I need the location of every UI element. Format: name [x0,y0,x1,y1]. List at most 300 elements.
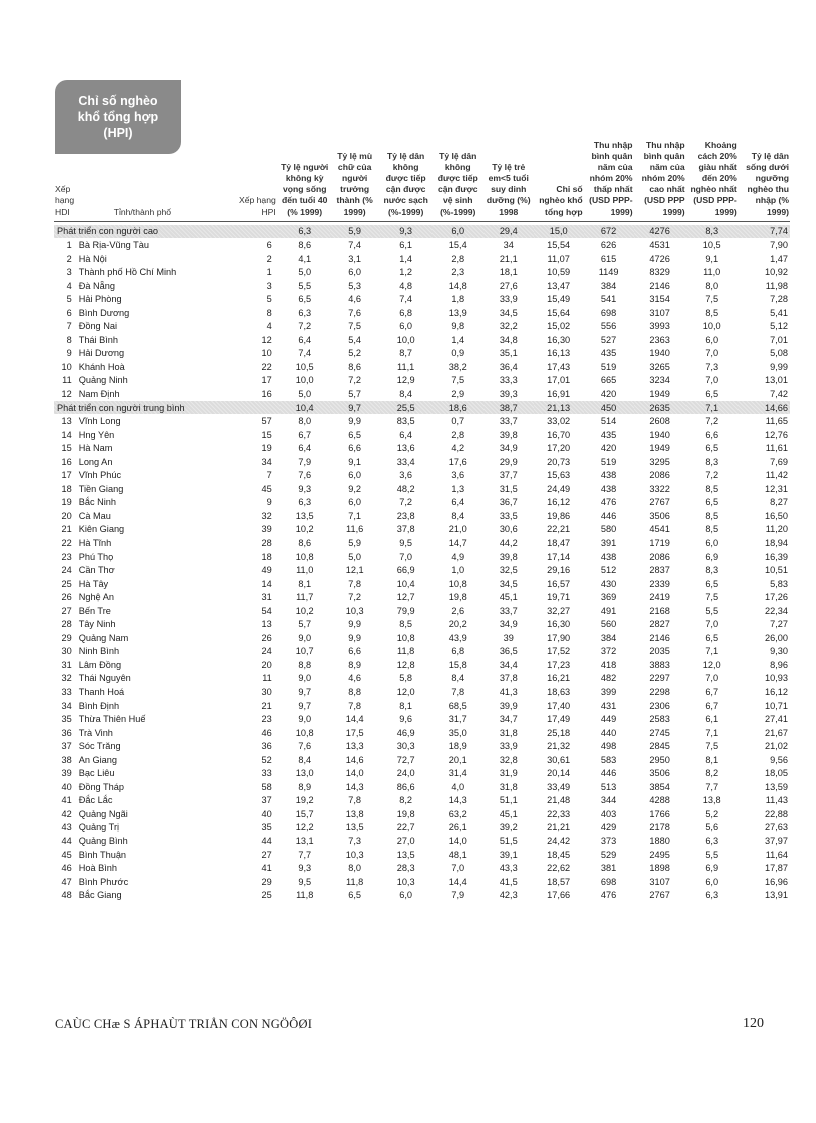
cell-value: 8,27 [770,497,788,508]
cell-value: 17,23 [547,659,571,670]
header-province: Tỉnh/thành phố [113,206,172,217]
cell-value: 8,6 [298,538,312,548]
cell-value: 10,3 [345,605,364,616]
group-value: 10,4 [280,401,330,415]
cell-value: 6,6 [348,443,362,454]
cell-hdi-rank: 5 [66,294,72,305]
table-row [54,387,790,401]
header-illiteracy: Tỷ lệ mù chữ của người trưởng thành (% 1999) [336,151,373,217]
cell-value: 12,76 [765,429,788,440]
cell-value: 31,8 [499,781,518,792]
cell-value: 15,4 [448,239,467,250]
cell-value: 2837 [649,565,670,576]
cell-value: 6,8 [451,646,465,657]
cell-hpi-rank: 15 [261,429,272,440]
cell-value: 6,7 [705,687,719,698]
cell-value: 12,9 [396,375,415,386]
table-row [54,699,790,713]
cell-value: 10,92 [765,267,788,278]
group-value: 15,0 [534,225,584,239]
cell-value: 6,6 [705,429,719,440]
cell-value: 372 [600,646,617,657]
group-value: 9,3 [380,225,432,239]
cell-value: 7,69 [770,456,788,467]
cell-province: Vĩnh Long [78,416,121,427]
cell-value: 8,6 [348,361,362,372]
table-row [54,509,790,523]
cell-value: 3107 [649,876,670,887]
cell-hpi-rank: 33 [261,768,272,779]
cell-value: 7,5 [451,375,465,386]
cell-value: 7,2 [705,416,719,427]
cell-value: 10,51 [765,565,788,576]
header-hpi-rank: Xếp hạng HPI [238,195,276,217]
cell-hdi-rank: 47 [61,876,72,887]
cell-hdi-rank: 40 [61,781,72,792]
cell-hdi-rank: 8 [66,334,72,345]
cell-value: 698 [600,307,617,318]
cell-value: 5,7 [298,619,312,630]
cell-value: 7,0 [451,863,465,874]
cell-value: 24,49 [547,483,571,494]
cell-value: 6,3 [298,307,312,318]
cell-value: 1,0 [451,565,465,576]
table-header [54,140,790,225]
cell-value: 491 [600,605,617,616]
cell-value: 3993 [649,321,670,332]
cell-value: 22,33 [547,808,571,819]
table-row [54,279,790,293]
cell-value: 580 [600,524,617,535]
cell-value: 6,6 [348,646,362,657]
cell-value: 13,8 [345,808,364,819]
cell-value: 18,1 [499,267,518,278]
cell-value: 438 [600,551,617,562]
cell-value: 11,64 [765,849,788,860]
cell-value: 36,4 [499,361,518,372]
table-row [54,672,790,686]
table-row [54,455,790,469]
cell-value: 10,8 [295,727,314,738]
cell-value: 7,3 [705,361,719,372]
cell-hpi-rank: 16 [261,388,272,399]
cell-value: 11,1 [397,361,415,372]
cell-value: 5,5 [705,849,719,860]
cell-value: 7,4 [298,348,312,359]
cell-value: 16,21 [547,673,571,684]
cell-value: 5,2 [348,348,362,359]
cell-value: 8,96 [770,659,788,670]
cell-value: 6,5 [705,497,719,508]
cell-value: 665 [600,375,617,386]
cell-value: 11,7 [296,592,314,603]
cell-value: 11,61 [765,443,788,454]
cell-hdi-rank: 14 [61,429,72,440]
cell-hpi-rank: 30 [261,687,272,698]
cell-value: 14,6 [345,754,364,765]
cell-province: Bạc Liêu [78,768,115,779]
cell-hdi-rank: 2 [66,253,72,264]
cell-value: 2495 [649,849,670,860]
cell-value: 11,8 [296,890,314,901]
cell-hpi-rank: 34 [261,456,272,467]
cell-value: 5,3 [348,280,362,291]
cell-hpi-rank: 7 [266,470,272,481]
cell-value: 7,6 [348,307,362,318]
cell-value: 0,9 [451,348,465,359]
cell-value: 3883 [649,659,670,670]
cell-value: 33,5 [499,510,518,521]
cell-value: 7,2 [348,592,362,603]
cell-province: Nghệ An [78,592,114,603]
cell-province: Phú Thọ [78,551,114,562]
cell-value: 512 [600,565,617,576]
cell-value: 10,59 [547,267,571,278]
cell-value: 20,2 [448,619,467,630]
table-row [54,888,790,902]
cell-hpi-rank: 20 [261,659,272,670]
cell-value: 8,5 [705,483,719,494]
cell-hpi-rank: 27 [261,849,272,860]
cell-value: 13,01 [765,375,788,386]
cell-value: 5,6 [705,822,719,833]
cell-value: 16,39 [765,551,788,562]
cell-value: 16,12 [765,687,788,698]
group-row-medium [54,401,790,415]
cell-value: 21,21 [547,822,571,833]
cell-value: 529 [600,849,617,860]
group-value: 8,3 [686,225,738,239]
cell-value: 12,8 [396,659,415,670]
cell-value: 22,34 [765,605,788,616]
cell-value: 7,0 [705,673,719,684]
cell-value: 7,7 [298,849,312,860]
cell-hpi-rank: 13 [261,619,272,630]
cell-value: 1766 [649,808,670,819]
cell-value: 7,6 [298,741,312,752]
cell-value: 513 [600,781,617,792]
cell-value: 7,0 [705,348,719,359]
cell-value: 10,4 [396,578,415,589]
cell-value: 17,40 [547,700,571,711]
cell-value: 6,9 [705,551,719,562]
cell-province: An Giang [78,754,118,765]
cell-province: Bà Rịa-Vũng Tàu [78,239,150,250]
cell-value: 10,5 [702,239,721,250]
cell-value: 9,9 [348,632,362,643]
cell-value: 13,91 [765,890,788,901]
cell-value: 6,5 [298,294,312,305]
table-row [54,658,790,672]
cell-value: 7,5 [348,321,362,332]
cell-hdi-rank: 48 [61,890,72,901]
cell-value: 438 [600,483,617,494]
cell-value: 13,0 [295,768,314,779]
cell-hdi-rank: 6 [66,307,72,318]
cell-value: 23,8 [396,510,415,521]
cell-value: 5,0 [298,267,312,278]
cell-province: Hà Tây [78,578,109,589]
cell-value: 373 [600,836,617,847]
cell-value: 1,4 [399,253,413,264]
cell-value: 14,0 [448,836,467,847]
cell-value: 21,48 [547,795,571,806]
group-value: 18,6 [432,401,484,415]
cell-value: 2086 [649,470,670,481]
table-row [54,753,790,767]
cell-value: 11,0 [296,565,314,576]
cell-value: 33,3 [499,375,518,386]
group-value: 2635 [634,401,686,415]
cell-value: 34,7 [499,714,518,725]
cell-value: 2146 [649,632,670,643]
cell-value: 4,8 [399,280,413,291]
cell-hdi-rank: 17 [61,470,72,481]
cell-value: 12,31 [765,483,788,494]
cell-province: Bình Phước [78,876,129,887]
group-label: Phát triển con người trung bình [54,401,280,415]
cell-hpi-rank: 22 [261,361,272,372]
cell-hpi-rank: 4 [266,321,272,332]
group-value: 6,0 [432,225,484,239]
cell-hdi-rank: 29 [61,632,72,643]
cell-value: 14,4 [345,714,364,725]
cell-value: 7,27 [770,619,788,630]
cell-value: 8,5 [705,307,719,318]
cell-value: 34,4 [499,659,518,670]
cell-value: 1149 [598,267,619,278]
cell-value: 11,65 [765,416,788,427]
cell-value: 7,6 [298,470,312,481]
cell-value: 7,0 [705,619,719,630]
cell-value: 39,9 [499,700,518,711]
cell-value: 39,8 [499,551,518,562]
cell-value: 5,83 [770,578,788,589]
cell-hpi-rank: 10 [261,348,272,359]
cell-value: 0,7 [451,416,465,427]
cell-value: 86,6 [396,781,415,792]
cell-value: 13,5 [345,822,364,833]
cell-value: 2608 [649,416,670,427]
cell-value: 9,30 [770,646,788,657]
hpi-table [54,140,790,902]
cell-value: 79,9 [396,605,415,616]
cell-hpi-rank: 1 [266,267,272,278]
cell-value: 8,5 [705,524,719,535]
table-row [54,523,790,537]
cell-value: 7,3 [348,836,362,847]
cell-hdi-rank: 3 [66,267,72,278]
cell-value: 7,5 [705,592,719,603]
group-label: Phát triển con người cao [54,225,280,239]
cell-value: 16,70 [547,429,571,440]
cell-value: 2950 [649,754,670,765]
cell-value: 22,7 [396,822,415,833]
cell-value: 5,08 [770,348,788,359]
cell-value: 7,9 [298,456,312,467]
cell-value: 32,27 [547,605,571,616]
cell-value: 2168 [649,605,670,616]
cell-hdi-rank: 15 [61,443,72,454]
cell-hpi-rank: 40 [261,808,272,819]
cell-province: Cần Thơ [78,565,115,576]
cell-hpi-rank: 2 [266,253,272,264]
cell-value: 4531 [649,239,670,250]
cell-value: 384 [600,280,617,291]
cell-value: 2827 [649,619,670,630]
cell-province: Sóc Trăng [78,741,121,752]
cell-value: 24,0 [396,768,415,779]
cell-value: 34,5 [499,307,518,318]
cell-value: 7,8 [451,687,465,698]
cell-value: 7,9 [451,890,465,901]
cell-value: 14,4 [448,876,467,887]
cell-value: 13,59 [765,781,788,792]
cell-value: 32,2 [499,321,518,332]
badge-line-3: (HPI) [103,126,133,140]
cell-value: 6,0 [705,334,719,345]
cell-value: 17,20 [547,443,571,454]
cell-province: Thành phố Hồ Chí Minh [78,267,177,278]
cell-value: 17,26 [765,592,788,603]
group-value: 7,74 [738,225,790,239]
cell-value: 13,9 [448,307,467,318]
cell-value: 68,5 [448,700,467,711]
cell-province: Bình Thuận [78,849,127,860]
cell-province: Đồng Tháp [78,781,124,792]
cell-value: 476 [600,890,617,901]
cell-value: 4541 [649,524,670,535]
cell-province: Trà Vinh [78,727,113,738]
cell-value: 446 [600,510,617,521]
cell-hdi-rank: 1 [66,239,72,250]
cell-value: 30,61 [547,754,571,765]
cell-value: 9,1 [348,456,362,467]
table-row [54,306,790,320]
cell-value: 7,4 [399,294,413,305]
cell-province: Hà Nội [78,253,107,264]
cell-value: 7,8 [348,795,362,806]
group-value: 29,4 [484,225,534,239]
cell-hdi-rank: 19 [61,497,72,508]
cell-hdi-rank: 30 [61,646,72,657]
cell-value: 7,90 [770,239,788,250]
cell-province: Cà Mau [78,510,111,521]
cell-value: 48,1 [448,849,467,860]
cell-value: 22,62 [547,863,571,874]
cell-province: Đà Nẵng [78,280,115,291]
cell-value: 4726 [649,253,670,264]
cell-value: 35,1 [499,348,518,359]
cell-province: Hà Tĩnh [78,538,112,548]
cell-value: 420 [600,388,617,399]
cell-value: 15,7 [295,808,314,819]
table-row [54,712,790,726]
cell-value: 6,9 [705,863,719,874]
table-row [54,780,790,794]
cell-value: 7,0 [399,551,413,562]
cell-value: 9,1 [705,253,719,264]
cell-value: 27,0 [396,836,415,847]
cell-value: 26,1 [448,822,467,833]
cell-value: 6,0 [399,321,413,332]
cell-value: 418 [600,659,617,670]
cell-hpi-rank: 21 [261,700,272,711]
cell-value: 33,02 [547,416,571,427]
table-row [54,360,790,374]
group-value: 450 [584,401,634,415]
cell-value: 5,5 [298,280,312,291]
cell-province: Khánh Hoà [78,361,125,372]
cell-value: 6,7 [705,700,719,711]
cell-value: 1949 [649,388,670,399]
cell-value: 4,1 [298,253,312,264]
cell-hpi-rank: 54 [261,605,272,616]
cell-value: 7,7 [705,781,719,792]
table-row [54,645,790,659]
cell-value: 435 [600,429,617,440]
cell-value: 42,3 [499,890,518,901]
cell-value: 6,3 [705,890,719,901]
cell-value: 13,5 [295,510,314,521]
cell-value: 10,0 [295,375,314,386]
cell-province: Đắc Lắc [78,795,113,806]
cell-value: 10,8 [295,551,314,562]
cell-province: Thái Nguyên [78,673,131,684]
cell-value: 6,5 [705,578,719,589]
cell-hdi-rank: 35 [61,714,72,725]
cell-hpi-rank: 19 [261,443,272,454]
cell-hpi-rank: 8 [266,307,272,318]
cell-value: 43,3 [499,863,518,874]
cell-value: 9,6 [399,714,413,725]
cell-value: 3506 [649,510,670,521]
cell-hdi-rank: 11 [62,375,72,386]
group-value: 4276 [634,225,686,239]
cell-value: 18,63 [547,687,571,698]
group-value: 21,13 [534,401,584,415]
cell-value: 20,1 [448,754,467,765]
cell-province: Tiền Giang [78,483,124,494]
cell-value: 440 [600,727,617,738]
cell-value: 15,64 [547,307,571,318]
group-value: 38,7 [484,401,534,415]
cell-value: 13,1 [295,836,314,847]
cell-hdi-rank: 25 [61,578,72,589]
cell-hdi-rank: 44 [61,836,72,847]
cell-value: 33,7 [499,605,518,616]
header-life-expectancy: Tỷ lệ người không kỳ vọng sống đến tuổi 40 (% 1999) [281,162,329,217]
cell-value: 33,49 [547,781,571,792]
header-no-clean-water: Tỷ lệ dân không được tiếp cận được nước sạch (%-1999) [383,151,428,217]
cell-value: 1,47 [770,253,788,264]
cell-value: 6,5 [348,890,362,901]
cell-value: 5,8 [399,673,413,684]
cell-value: 13,3 [345,741,364,752]
group-value: 672 [584,225,634,239]
cell-value: 6,0 [705,538,719,548]
cell-value: 2845 [649,741,670,752]
cell-value: 24,42 [547,836,571,847]
table-row [54,482,790,496]
cell-value: 498 [600,741,617,752]
cell-value: 1,2 [399,267,413,278]
cell-value: 18,05 [765,768,788,779]
cell-value: 3,6 [399,470,413,481]
cell-hdi-rank: 18 [61,483,72,494]
cell-province: Bắc Ninh [78,497,116,508]
cell-hdi-rank: 20 [61,510,72,521]
